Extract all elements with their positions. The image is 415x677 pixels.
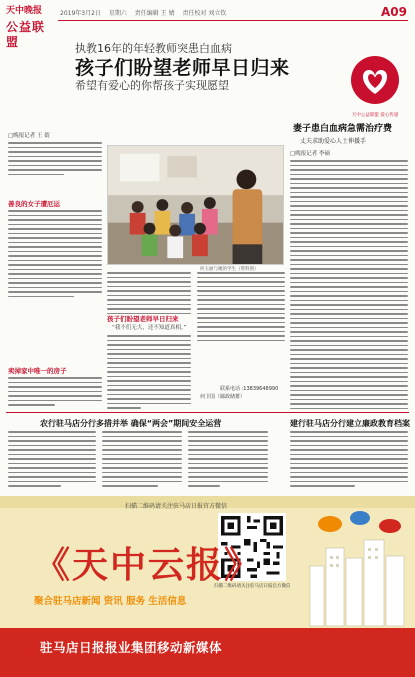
charity-logo-icon bbox=[345, 50, 405, 110]
ad-title: 《天中云报》 bbox=[34, 544, 263, 586]
logo-caption: 天中公益联盟 爱心传递 bbox=[351, 113, 399, 118]
contact-line: 联系电话 :13839648990 bbox=[220, 386, 279, 392]
classroom-photo bbox=[107, 145, 284, 265]
page-number: A09 bbox=[381, 5, 407, 19]
lower-left-col-3 bbox=[188, 431, 268, 491]
lower-left-headline: 农行驻马店分行多措并举 确保“两会”期间安全运营 bbox=[40, 419, 222, 428]
main-byline: □晚报记者 王 婧 bbox=[8, 133, 50, 139]
right-subhead: 丈夫求助爱心人士伸援手 bbox=[300, 138, 367, 145]
main-headline: 孩子们盼望老师早日归来 bbox=[75, 57, 290, 79]
ad-top-line: 扫描二维码请关注驻马店日报官方微信 bbox=[125, 503, 228, 510]
section-divider bbox=[6, 412, 409, 413]
section-heading-2: 卖掉家中唯一的房子 bbox=[8, 367, 67, 375]
masthead bbox=[6, 6, 46, 50]
lower-right-headline: 建行驻马店分行建立廉政教育档案 bbox=[290, 419, 410, 428]
main-kicker: 执教16年的年轻教师突患白血病 bbox=[75, 42, 232, 55]
issue-weekday: 星期六 bbox=[108, 10, 127, 17]
brand-name: 天中晚报 bbox=[6, 6, 43, 16]
masthead-rule bbox=[58, 20, 408, 21]
right-headline: 妻子患白血病急需治疗费 bbox=[293, 124, 393, 134]
main-text-col-2b bbox=[107, 335, 191, 415]
main-text-col-1b bbox=[8, 210, 102, 360]
ad-slogan: 聚合驻马店新闻 资讯 服务 生活信息 bbox=[34, 596, 187, 607]
main-text-col-3 bbox=[197, 272, 285, 372]
section-heading-1: 善良的女子遭厄运 bbox=[8, 200, 60, 208]
section-name: 公益联盟 bbox=[6, 20, 46, 49]
issue-date: 2019年3月2日 bbox=[60, 10, 101, 17]
main-subhead: 希望有爱心的你帮孩子实现愿望 bbox=[75, 79, 229, 92]
pull-quote: “我不们无大，还不知道真相。” bbox=[112, 325, 187, 331]
ad-bottom-line: 驻马店日报报业集团移动新媒体 bbox=[40, 640, 223, 655]
issue-designer: 责任校对 刘立钦 bbox=[182, 10, 227, 17]
lower-right-col bbox=[290, 431, 408, 491]
section-heading-3: 孩子们盼望老师早日归来 bbox=[107, 315, 179, 323]
lower-left-col-1 bbox=[8, 431, 96, 491]
qr-caption: 扫描二维码请关注驻马店日报官方微信 bbox=[214, 584, 291, 589]
lower-left-col-2 bbox=[102, 431, 182, 491]
bank-line: 何卫国（邮政储蓄） bbox=[200, 394, 246, 400]
issue-meta bbox=[60, 8, 380, 19]
right-text-col bbox=[290, 160, 408, 410]
issue-editor: 责任编辑 王 婧 bbox=[134, 10, 175, 17]
main-text-col-1a bbox=[8, 142, 102, 194]
photo-caption: 何玉丽与她的学生（资料图） bbox=[200, 267, 259, 272]
right-byline: □晚报记者 李硕 bbox=[290, 151, 330, 157]
